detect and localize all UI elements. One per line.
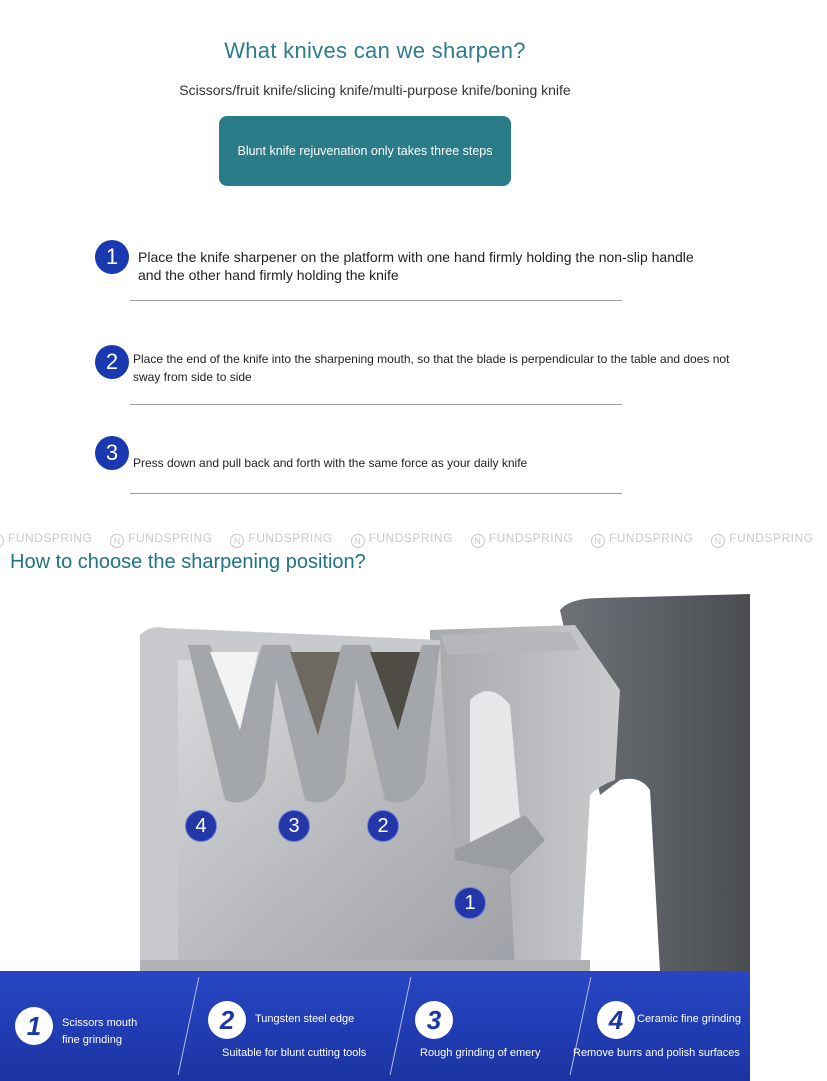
brand-logo-icon: N	[471, 534, 485, 548]
feature-4-line1: Ceramic fine grinding	[637, 1013, 741, 1025]
feature-3-number: 3	[415, 1001, 453, 1039]
feature-1-number: 1	[15, 1007, 53, 1045]
feature-2-number: 2	[208, 1001, 246, 1039]
divider	[390, 977, 412, 1075]
features-band	[0, 971, 750, 1081]
step-1-text: Place the knife sharpener on the platform with one hand firmly holding the non-slip handle and the other hand firmly holding the knife	[138, 249, 694, 283]
feature-1-line1: Scissors mouth	[62, 1017, 138, 1029]
divider	[178, 977, 200, 1075]
watermark-text: FUNDSPRING	[248, 531, 333, 545]
brand-logo-icon: N	[110, 534, 124, 548]
feature-3-line2: Rough grinding of emery	[420, 1047, 541, 1059]
feature-1-line2: fine grinding	[62, 1034, 122, 1046]
feature-2-line1: Tungsten steel edge	[255, 1013, 355, 1025]
brand-logo-icon	[0, 534, 4, 548]
slot-4-badge: 4	[185, 810, 217, 842]
slot-2-badge: 2	[367, 810, 399, 842]
feature-2-line2: Suitable for blunt cutting tools	[222, 1047, 367, 1059]
step-3-text: Press down and pull back and forth with the same force as your daily knife	[133, 456, 528, 470]
brand-logo-icon: N	[351, 534, 365, 548]
knife-types-subtitle: Scissors/fruit knife/slicing knife/multi-purpose knife/boning knife	[179, 82, 571, 98]
step-2-number: 2	[95, 345, 129, 379]
step-1-divider	[130, 300, 622, 301]
step-2-text: Place the end of the knife into the sharpening mouth, so that the blade is perpendicular to the table and does not sway from side to side	[133, 352, 730, 384]
three-steps-label: Blunt knife rejuvenation only takes three steps	[237, 144, 493, 158]
slot-1-badge: 1	[454, 887, 486, 919]
step-3-divider	[130, 493, 622, 494]
watermark-text: FUNDSPRING	[128, 531, 213, 545]
knife-sharpener-image	[0, 580, 750, 972]
watermark-text: FUNDSPRING	[8, 531, 93, 545]
step-3-number: 3	[95, 436, 129, 470]
watermark-text: FUNDSPRING	[368, 531, 453, 545]
step-2-divider	[130, 404, 622, 405]
watermark-text: FUNDSPRING	[729, 531, 814, 545]
brand-watermark	[0, 531, 814, 551]
section-title: How to choose the sharpening position?	[10, 551, 366, 573]
brand-logo-icon: N	[230, 534, 244, 548]
brand-logo-icon: N	[591, 534, 605, 548]
watermark-text: FUNDSPRING	[488, 531, 574, 545]
three-steps-banner[interactable]	[219, 116, 511, 186]
knife-sharpener-illustration	[0, 580, 750, 972]
feature-4-line2: Remove burrs and polish surfaces	[573, 1047, 740, 1059]
feature-4-number: 4	[597, 1001, 635, 1039]
slot-3-badge: 3	[278, 810, 310, 842]
page-title: What knives can we sharpen?	[224, 38, 526, 63]
watermark-text: FUNDSPRING	[608, 531, 694, 545]
brand-logo-icon: N	[711, 534, 725, 548]
step-1-number: 1	[95, 240, 129, 274]
